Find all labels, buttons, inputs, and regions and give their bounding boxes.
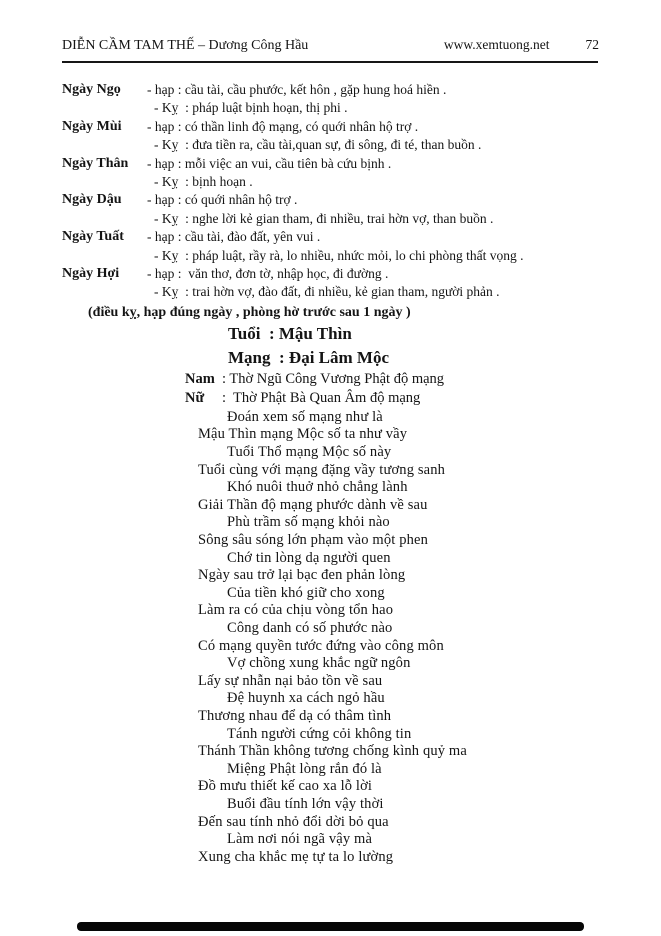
scan-artifact-bar xyxy=(77,922,584,931)
day-name-empty xyxy=(62,173,147,191)
poem-line: Làm ra có của chịu vòng tổn hao xyxy=(198,602,394,619)
poem-line: Của tiền khó giữ cho xong xyxy=(227,584,385,601)
day-row xyxy=(62,118,599,136)
poem-line: Mậu Thìn mạng Mộc số ta như vầy xyxy=(198,426,408,443)
poem-line: Vợ chồng xung khắc ngữ ngôn xyxy=(227,655,411,672)
header-right xyxy=(444,36,599,54)
day-name-empty xyxy=(62,99,147,117)
day-name-empty xyxy=(62,210,147,228)
poem-line: Khó nuôi thuở nhỏ chẳng lành xyxy=(227,479,408,496)
nam-line xyxy=(185,370,599,389)
day-row xyxy=(62,228,599,246)
day-ky-text: - Kỵ : pháp luật, rầy rà, lo nhiều, nhức mỏi, lo chi phòng thất vọng . xyxy=(154,247,524,263)
day-hap-text: - hạp : cầu tài, cầu phước, kết hôn , gặp hung hoá hiền . xyxy=(147,82,447,97)
day-ky-text: - Kỵ : đưa tiền ra, cầu tài,quan sự, đi sông, đi té, than buồn . xyxy=(154,137,482,153)
day-name: Ngày Dậu xyxy=(62,192,122,208)
poem-line: Giải Thần độ mạng phước dành về sau xyxy=(198,496,428,513)
poem-line: Đồ mưu thiết kế cao xa lỗ lời xyxy=(198,778,373,795)
day-row xyxy=(62,173,599,191)
day-row xyxy=(62,155,599,173)
day-name: Ngày Mùi xyxy=(62,118,122,134)
day-list xyxy=(62,81,599,302)
page-number: 72 xyxy=(585,37,599,52)
header-rule xyxy=(62,61,598,63)
poem-line: Đoán xem số mạng như là xyxy=(227,408,383,425)
day-ky-text: - Kỵ : pháp luật bịnh hoạn, thị phi . xyxy=(154,100,348,116)
poem-line: Làm nơi nói ngã vậy mà xyxy=(227,831,373,848)
website-text: www.xemtuong.net xyxy=(443,37,550,52)
poem-line: Ngày sau trở lại bạc đen phản lòng xyxy=(198,567,406,584)
day-ky-text: - Kỵ : bịnh hoạn . xyxy=(154,174,253,190)
day-hap-text: - hạp : mỗi việc an vui, cầu tiên bà cứu bịnh . xyxy=(147,155,392,171)
poem-line: Sông sâu sóng lớn phạm vào một phen xyxy=(198,532,428,549)
day-ky-text: - Kỵ : trai hờn vợ, đào đất, đi nhiều, kẻ gian tham, người phản . xyxy=(154,284,500,300)
poem-line: Thương nhau để dạ có thâm tình xyxy=(198,707,392,724)
book-title: DIỄN CẦM TAM THẾ – Dương Công Hầu xyxy=(62,38,309,53)
nam-text: : Thờ Ngũ Công Vương Phật độ mạng xyxy=(222,370,445,387)
day-name-empty xyxy=(62,136,147,154)
day-row xyxy=(62,265,599,283)
day-row xyxy=(62,136,599,154)
day-row xyxy=(62,191,599,209)
poem-line: Công danh có số phước nào xyxy=(227,620,393,636)
fortune-poem xyxy=(62,409,599,866)
poem-line: Tuổi Thổ mạng Mộc số này xyxy=(227,444,392,461)
poem-line: Đến sau tính nhỏ đổi dời bỏ qua xyxy=(198,813,389,830)
poem-line: Chớ tin lòng dạ người quen xyxy=(227,549,391,566)
poem-line: Tuổi cùng với mạng đặng vầy tương sanh xyxy=(198,461,446,478)
poem-line: Lấy sự nhẫn nại bảo tồn về sau xyxy=(198,672,383,689)
mang-heading: Mạng : Đại Lâm Mộc xyxy=(228,347,390,367)
day-name: Ngày Tuất xyxy=(62,229,124,245)
day-row xyxy=(62,210,599,228)
day-row xyxy=(62,81,599,99)
poem-line: Tánh người cứng cỏi không tin xyxy=(227,725,412,742)
day-hap-text: - hạp : có quới nhân hộ trợ . xyxy=(147,192,298,208)
day-name: Ngày Ngọ xyxy=(62,82,121,97)
nu-text: : Thờ Phật Bà Quan Âm độ mạng xyxy=(222,389,421,406)
poem-line: Thánh Thần không tương chống kình quỷ ma xyxy=(198,743,467,760)
day-row xyxy=(62,99,599,117)
day-name-empty xyxy=(62,283,147,301)
day-name: Ngày Hợi xyxy=(62,266,120,282)
day-hap-text: - hạp : văn thơ, đơn tờ, nhập học, đi đường . xyxy=(147,266,389,282)
day-name: Ngày Thân xyxy=(62,155,129,171)
nam-label: Nam xyxy=(185,370,215,387)
day-hap-text: - hạp : cầu tài, đào đất, yên vui . xyxy=(147,229,321,245)
poem-line: Phù trầm số mạng khỏi nào xyxy=(227,514,390,531)
nu-label: Nữ xyxy=(185,389,205,406)
day-row xyxy=(62,247,599,265)
day-hap-text: - hạp : có thần linh độ mạng, có quới nhân hộ trợ . xyxy=(147,118,419,134)
tuoi-heading: Tuổi : Mậu Thìn xyxy=(228,323,352,343)
day-row xyxy=(62,283,599,301)
note-line: (điều kỵ, hạp đúng ngày , phòng hờ trước sau 1 ngày ) xyxy=(88,304,411,320)
poem-line: Miệng Phật lòng rắn đó là xyxy=(227,760,382,777)
poem-line: Buổi đầu tính lớn vậy thời xyxy=(227,795,384,812)
day-name-empty xyxy=(62,247,147,265)
page-header xyxy=(62,36,599,55)
poem-line: Đệ huynh xa cách ngỏ hầu xyxy=(227,690,385,707)
poem-line: Xung cha khắc mẹ tự ta lo lường xyxy=(198,848,394,865)
day-ky-text: - Kỵ : nghe lời kẻ gian tham, đi nhiều, trai hờn vợ, than buồn . xyxy=(154,210,494,226)
poem-line: Có mạng quyền tước đứng vào công môn xyxy=(198,637,444,654)
nu-line xyxy=(185,389,599,408)
